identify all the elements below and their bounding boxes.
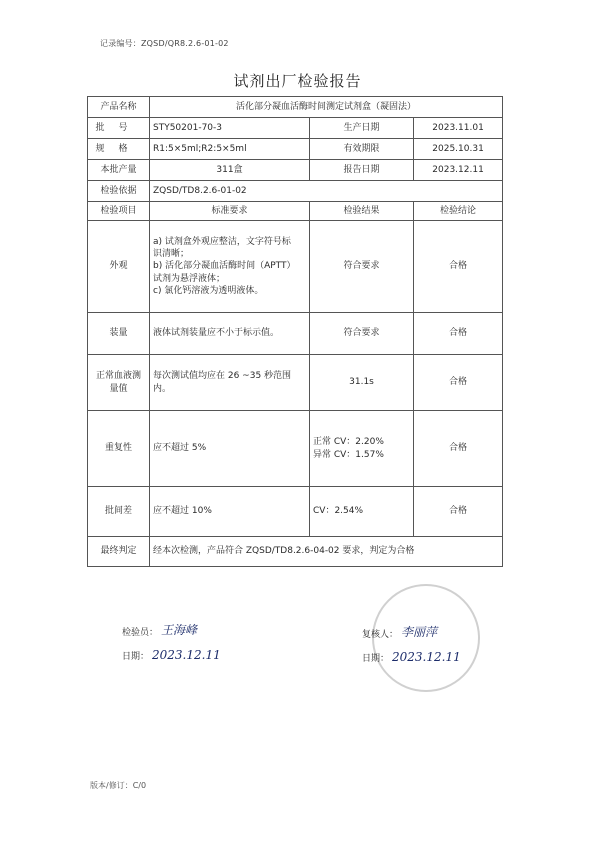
column-header-item: 检验项目 xyxy=(88,202,150,221)
standard-line: 试剂为悬浮液体； xyxy=(153,273,226,284)
basis-label: 检验依据 xyxy=(88,181,150,202)
reviewer-signature: 李丽萍 xyxy=(401,625,438,639)
conclusion-cell: 合格 xyxy=(414,355,503,411)
row-product-name xyxy=(88,97,503,118)
result-line: 符合要求 xyxy=(343,328,380,339)
report-date-label: 报告日期 xyxy=(310,160,414,181)
result-line: 异常 CV：1.57% xyxy=(313,449,384,460)
standard-line: 识清晰； xyxy=(153,249,190,260)
version-footer: 版本/修订：C/0 xyxy=(90,781,147,790)
row-quantity xyxy=(88,160,503,181)
expiry-value: 2025.10.31 xyxy=(414,139,503,160)
result-cell xyxy=(310,313,414,355)
product-name-label: 产品名称 xyxy=(88,97,150,118)
inspector-date-label: 日期： xyxy=(122,652,150,662)
reviewer-date: 2023.12.11 xyxy=(392,650,461,664)
standard-line: 内。 xyxy=(153,383,172,394)
item-cell: 批间差 xyxy=(88,487,150,537)
result-line: 正常 CV：2.20% xyxy=(313,437,384,448)
standard-cell xyxy=(150,487,310,537)
result-cell xyxy=(310,487,414,537)
column-header-conclusion: 检验结论 xyxy=(414,202,503,221)
result-cell xyxy=(310,221,414,313)
item-cell xyxy=(88,355,150,411)
reviewer-date-label: 日期： xyxy=(362,654,390,664)
table-row xyxy=(88,487,503,537)
quantity-label: 本批产量 xyxy=(88,160,150,181)
item-cell: 重复性 xyxy=(88,411,150,487)
page-title: 试剂出厂检验报告 xyxy=(233,72,362,90)
final-verdict-text: 经本次检测，产品符合 ZQSD/TD8.2.6-04-02 要求，判定为合格 xyxy=(150,537,503,567)
standard-line: c) 氯化钙溶液为透明液体。 xyxy=(153,285,264,296)
table-row xyxy=(88,355,503,411)
column-header-standard: 标准要求 xyxy=(150,202,310,221)
item-line: 正常血液测 xyxy=(95,371,141,382)
table-header-row xyxy=(88,202,503,221)
inspector-date: 2023.12.11 xyxy=(152,648,221,662)
row-basis xyxy=(88,181,503,202)
result-cell xyxy=(310,355,414,411)
final-verdict-row xyxy=(88,537,503,567)
standard-line: 应不超过 5% xyxy=(153,443,207,454)
inspection-table xyxy=(87,96,503,567)
batch-value: STY50201-70-3 xyxy=(150,118,310,139)
record-number: 记录编号：ZQSD/QR8.2.6-01-02 xyxy=(100,39,229,48)
item-cell: 装量 xyxy=(88,313,150,355)
conclusion-cell: 合格 xyxy=(414,221,503,313)
production-date-label: 生产日期 xyxy=(310,118,414,139)
final-verdict-label: 最终判定 xyxy=(88,537,150,567)
item-line: 量值 xyxy=(109,383,128,394)
column-header-result: 检验结果 xyxy=(310,202,414,221)
batch-label: 批号 xyxy=(88,118,150,139)
conclusion-cell: 合格 xyxy=(414,487,503,537)
standard-line: 液体试剂装量应不小于标示值。 xyxy=(153,328,280,339)
result-cell xyxy=(310,411,414,487)
spec-label: 规格 xyxy=(88,139,150,160)
inspector-signature-block xyxy=(122,620,221,662)
standard-cell xyxy=(150,411,310,487)
standard-cell xyxy=(150,355,310,411)
result-line: 31.1s xyxy=(349,377,374,388)
inspector-label: 检验员： xyxy=(122,628,159,638)
table-row xyxy=(88,313,503,355)
production-date-value: 2023.11.01 xyxy=(414,118,503,139)
row-spec xyxy=(88,139,503,160)
standard-line: b) 活化部分凝血活酶时间（APTT） xyxy=(153,261,296,272)
conclusion-cell: 合格 xyxy=(414,313,503,355)
reviewer-signature-block xyxy=(362,622,461,664)
standard-line: a) 试剂盒外观应整洁，文字符号标 xyxy=(153,237,291,248)
conclusion-cell: 合格 xyxy=(414,411,503,487)
standard-cell xyxy=(150,313,310,355)
expiry-label: 有效期限 xyxy=(310,139,414,160)
standard-line: 应不超过 10% xyxy=(153,506,212,517)
result-line: 符合要求 xyxy=(343,261,380,272)
item-cell: 外观 xyxy=(88,221,150,313)
row-batch xyxy=(88,118,503,139)
report-date-value: 2023.12.11 xyxy=(414,160,503,181)
standard-line: 每次测试值均应在 26 ~35 秒范围 xyxy=(153,371,292,382)
spec-value: R1:5×5ml;R2:5×5ml xyxy=(150,139,310,160)
standard-cell xyxy=(150,221,310,313)
basis-value: ZQSD/TD8.2.6-01-02 xyxy=(150,181,503,202)
product-name-value: 活化部分凝血活酶时间测定试剂盒（凝固法） xyxy=(150,97,503,118)
inspector-signature: 王海峰 xyxy=(161,623,198,637)
table-row xyxy=(88,411,503,487)
quantity-value: 311盒 xyxy=(150,160,310,181)
table-row xyxy=(88,221,503,313)
reviewer-label: 复核人： xyxy=(362,630,399,640)
result-line: CV：2.54% xyxy=(313,506,364,517)
